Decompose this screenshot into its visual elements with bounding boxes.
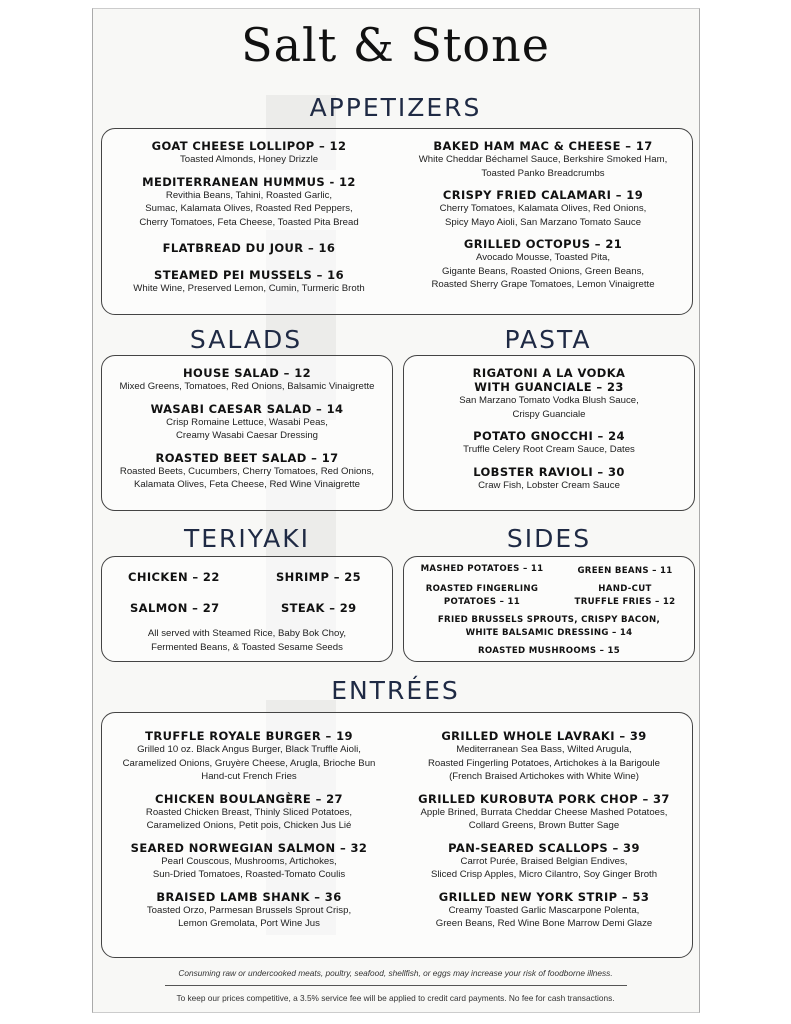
section-title-entrees: ENTRÉES (331, 676, 460, 705)
appetizers-left-column (104, 139, 394, 304)
side-mashed-potatoes: MASHED POTATOES – 11 (420, 564, 544, 574)
item-name: PAN-SEARED SCALLOPS – 39 (448, 840, 640, 855)
footer-divider (165, 985, 627, 986)
menu-item (104, 268, 394, 296)
teriyaki-chicken: CHICKEN – 22 (128, 570, 220, 584)
side-roasted-mushrooms: ROASTED MUSHROOMS – 15 (477, 646, 621, 656)
item-description: Cherry Tomatoes, Kalamata Olives, Red Onions, Spicy Mayo Aioli, San Marzano Tomato Sauce (439, 203, 647, 228)
item-name: CRISPY FRIED CALAMARI – 19 (442, 188, 644, 202)
teriyaki-steak: STEAK – 29 (281, 601, 357, 615)
section-title-salads: SALADS (189, 325, 303, 354)
entrees-left-column (103, 729, 395, 939)
item-description: Craw Fish, Lobster Cream Sauce (478, 479, 620, 491)
item-name: BAKED HAM MAC & CHEESE – 17 (433, 139, 653, 153)
menu-item (104, 241, 394, 255)
item-description: Toasted Orzo, Parmesan Brussels Sprout Crisp, Lemon Gremolata, Port Wine Jus (146, 904, 352, 929)
item-name: GRILLED WHOLE LAVRAKI – 39 (441, 729, 647, 743)
item-description: Creamy Toasted Garlic Mascarpone Polenta, Green Beans, Red Wine Bone Marrow Demi Glaze (435, 904, 653, 929)
item-name: MEDITERRANEAN HUMMUS - 12 (142, 174, 356, 189)
menu-item (397, 841, 691, 882)
item-description: Roasted Beets, Cucumbers, Cherry Tomatoes, Red Onions, Kalamata Olives, Feta Cheese, Red Wine Vinaigrette (119, 465, 375, 490)
side-truffle-fries: HAND-CUT TRUFFLE FRIES – 12 (574, 584, 676, 607)
menu-item (405, 465, 693, 493)
item-name: SEARED NORWEGIAN SALMON – 32 (130, 840, 368, 855)
appetizers-right-column (396, 139, 690, 300)
menu-item (396, 139, 690, 180)
item-description: San Marzano Tomato Vodka Blush Sauce, Crispy Guanciale (459, 395, 639, 420)
item-description: Truffle Celery Root Cream Sauce, Dates (463, 444, 635, 455)
item-description: Mediterranean Sea Bass, Wilted Arugula, Roasted Fingerling Potatoes, Artichokes à la Barigoule (French Braised Artichokes with White Wine) (428, 744, 660, 782)
menu-item (405, 366, 693, 421)
entrees-right-column (397, 729, 691, 939)
menu-item (397, 729, 691, 784)
item-description: White Cheddar Béchamel Sauce, Berkshire Smoked Ham, Toasted Panko Breadcrumbs (418, 154, 668, 179)
teriyaki-salmon: SALMON – 27 (130, 601, 220, 615)
menu-item (397, 890, 691, 931)
item-description: Revithia Beans, Tahini, Roasted Garlic, Sumac, Kalamata Olives, Roasted Red Peppers, Cherry Tomatoes, Feta Cheese, Toasted Pita Bread (139, 189, 359, 228)
menu-item (396, 237, 690, 292)
item-description: Toasted Almonds, Honey Drizzle (179, 154, 319, 165)
side-green-beans: GREEN BEANS – 11 (577, 566, 673, 576)
item-description: Roasted Chicken Breast, Thinly Sliced Potatoes, Caramelized Onions, Petit pois, Chicken Jus Lié (145, 806, 353, 831)
item-name: GRILLED NEW YORK STRIP – 53 (438, 889, 650, 904)
menu-item (104, 139, 394, 167)
menu-item (103, 451, 391, 492)
item-name: LOBSTER RAVIOLI – 30 (473, 464, 625, 479)
menu-item (103, 890, 395, 931)
teriyaki-shrimp: SHRIMP – 25 (276, 570, 362, 584)
teriyaki-note: All served with Steamed Rice, Baby Bok Choy, Fermented Beans, & Toasted Sesame Seeds (147, 628, 347, 653)
item-description: Avocado Mousse, Toasted Pita, Gigante Beans, Roasted Onions, Green Beans, Roasted Sherry Grape Tomatoes, Lemon Vinaigrette (431, 252, 655, 290)
restaurant-logo: Salt & Stone (241, 18, 550, 72)
section-title-teriyaki: TERIYAKI (183, 524, 310, 553)
salads-column (103, 366, 391, 500)
section-title-sides: SIDES (506, 524, 592, 553)
item-description: Grilled 10 oz. Black Angus Burger, Black Truffle Aioli, Caramelized Onions, Gruyère Cheese, Arugla, Brioche Bun Hand-cut French Fries (122, 744, 376, 782)
menu-item (396, 188, 690, 229)
section-title-appetizers: APPETIZERS (309, 93, 482, 122)
menu-item (104, 175, 394, 230)
service-fee-notice: To keep our prices competitive, a 3.5% service fee will be applied to credit card payments. No fee for cash transactions. (176, 993, 615, 1003)
item-name: POTATO GNOCCHI – 24 (473, 429, 625, 443)
item-description: Pearl Couscous, Mushrooms, Artichokes, Sun-Dried Tomatoes, Roasted-Tomato Coulis (152, 855, 346, 880)
section-title-pasta: PASTA (504, 325, 592, 354)
pasta-column (405, 366, 693, 500)
side-fingerling-potatoes: ROASTED FINGERLING POTATOES – 11 (425, 584, 539, 607)
item-name: ROASTED BEET SALAD – 17 (155, 450, 339, 465)
menu-item (103, 729, 395, 784)
item-name: HOUSE SALAD – 12 (183, 366, 311, 380)
item-name: BRAISED LAMB SHANK – 36 (156, 889, 342, 904)
item-name: WASABI CAESAR SALAD – 14 (150, 401, 344, 416)
item-name: RIGATONI A LA VODKA WITH GUANCIALE – 23 (472, 366, 626, 394)
item-name: GRILLED KUROBUTA PORK CHOP – 37 (418, 791, 670, 806)
item-name: GOAT CHEESE LOLLIPOP – 12 (151, 139, 347, 153)
item-name: TRUFFLE ROYALE BURGER – 19 (145, 729, 353, 743)
item-name: STEAMED PEI MUSSELS – 16 (154, 268, 344, 282)
item-description: White Wine, Preserved Lemon, Cumin, Turmeric Broth (133, 283, 365, 294)
item-name: GRILLED OCTOPUS – 21 (463, 237, 623, 251)
item-description: Mixed Greens, Tomatoes, Red Onions, Balsamic Vinaigrette (119, 381, 375, 392)
item-name: FLATBREAD DU JOUR – 16 (162, 241, 336, 255)
side-brussels-sprouts: FRIED BRUSSELS SPROUTS, CRISPY BACON, WHITE BALSAMIC DRESSING – 14 (437, 615, 661, 638)
item-description: Apple Brined, Burrata Cheddar Cheese Mashed Potatoes, Collard Greens, Brown Butter Sage (420, 806, 668, 831)
item-description: Crisp Romaine Lettuce, Wasabi Peas, Creamy Wasabi Caesar Dressing (166, 416, 328, 441)
menu-item (103, 402, 391, 443)
menu-item (397, 792, 691, 833)
menu-item (103, 841, 395, 882)
menu-item (103, 366, 391, 394)
food-safety-warning: Consuming raw or undercooked meats, poultry, seafood, shellfish, or eggs may increase your risk of foodborne illness. (178, 968, 613, 978)
menu-item (103, 792, 395, 833)
item-description: Carrot Purée, Braised Belgian Endives, Sliced Crisp Apples, Micro Cilantro, Soy Ginger Broth (430, 855, 658, 880)
menu-item (405, 429, 693, 457)
item-name: CHICKEN BOULANGÈRE – 27 (155, 791, 343, 806)
